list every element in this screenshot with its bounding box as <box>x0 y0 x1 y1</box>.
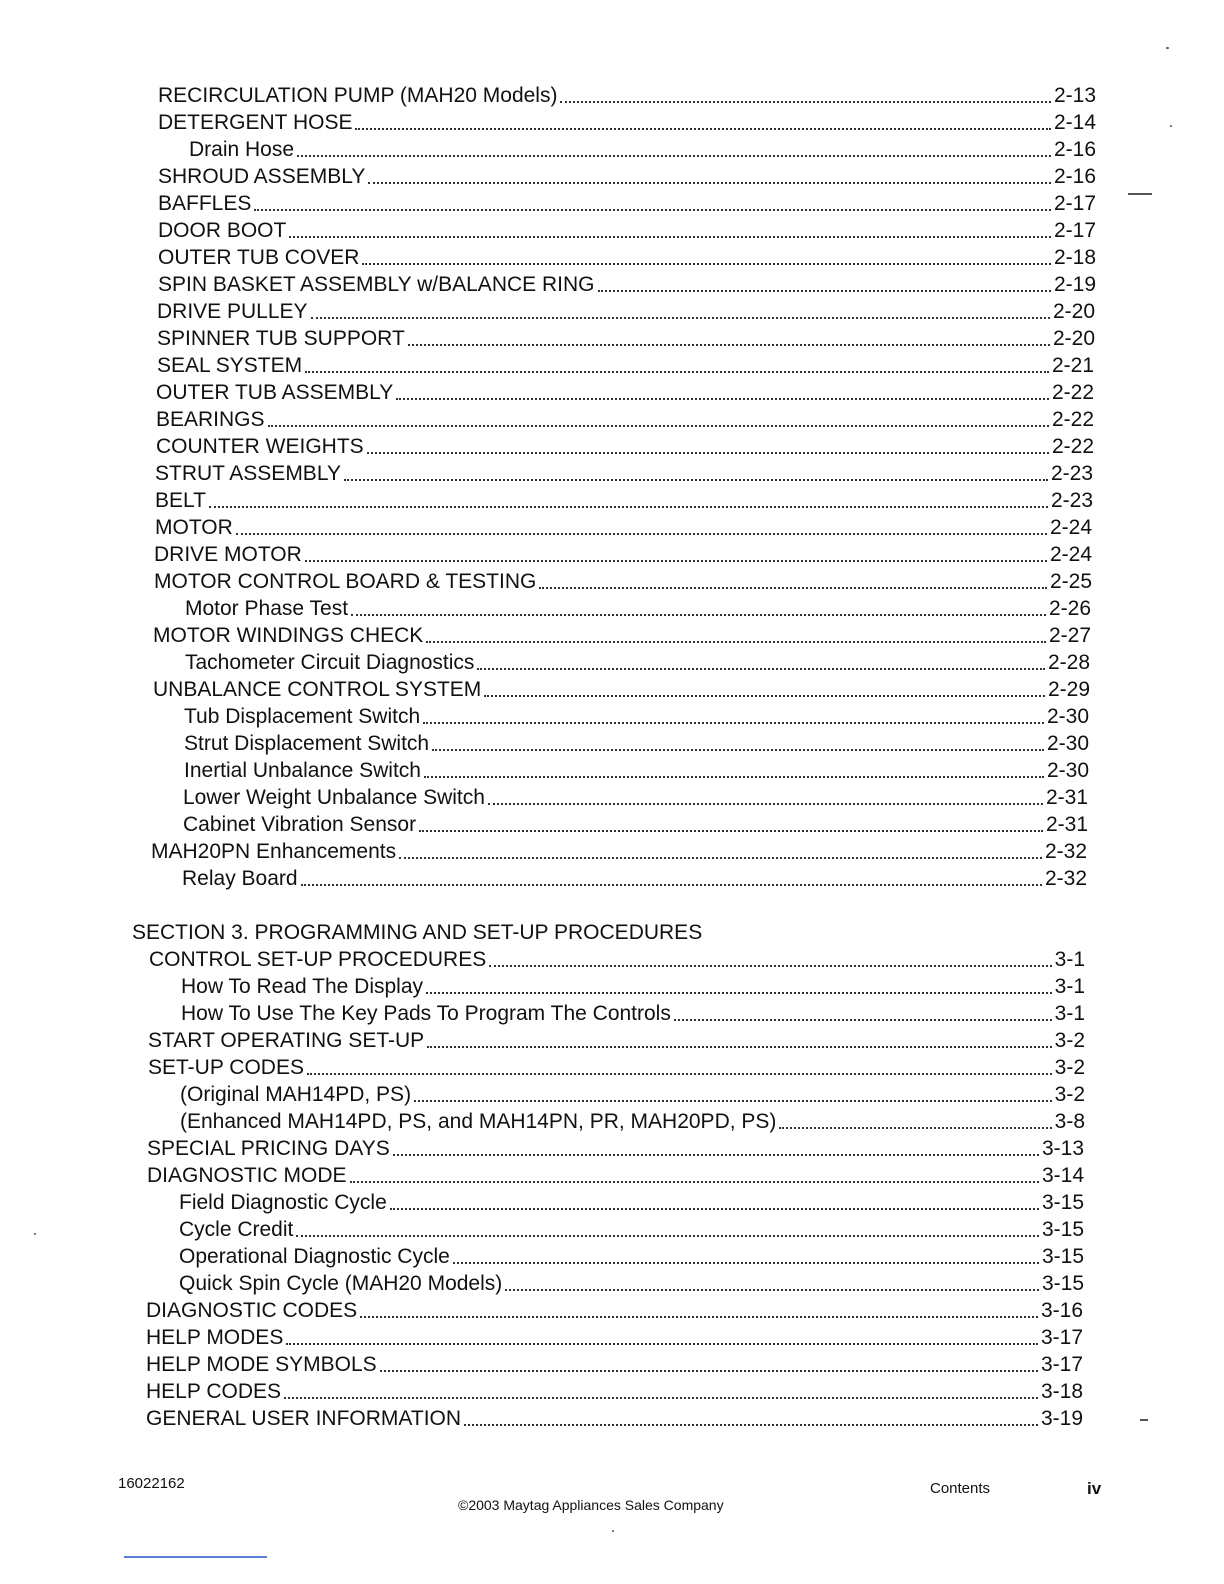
footer-section-label: Contents <box>930 1480 991 1497</box>
toc-entry-page: 2-24 <box>1049 516 1092 539</box>
toc-entry-label: MAH20PN Enhancements <box>151 840 397 863</box>
section-heading: SECTION 3. PROGRAMMING AND SET-UP PROCEDURES <box>132 921 703 944</box>
toc-entry-page: 2-21 <box>1051 354 1094 377</box>
dot-leader <box>307 1072 1052 1075</box>
dot-leader <box>489 964 1051 967</box>
toc-entry-label: Strut Displacement Switch <box>184 732 430 755</box>
toc-entry-page: 3-19 <box>1040 1407 1083 1430</box>
dot-leader <box>393 1153 1039 1156</box>
toc-entry <box>156 433 1094 460</box>
toc-entry-page: 2-23 <box>1050 489 1093 512</box>
dot-leader <box>426 991 1052 994</box>
toc-entry <box>146 1324 1083 1351</box>
toc-entry <box>156 406 1094 433</box>
toc-entry <box>182 865 1087 892</box>
toc-entry-label: SPINNER TUB SUPPORT <box>157 327 405 350</box>
toc-entry-label: Field Diagnostic Cycle <box>179 1191 387 1214</box>
toc-entry-label: Operational Diagnostic Cycle <box>179 1245 450 1268</box>
toc-entry <box>179 1243 1084 1270</box>
toc-entry-label: Drain Hose <box>189 138 295 161</box>
toc-entry <box>180 1108 1085 1135</box>
dot-leader <box>423 721 1044 724</box>
toc-entry-label: Tub Displacement Switch <box>184 705 421 728</box>
toc-entry-label: BELT <box>155 489 206 512</box>
toc-entry-label: HELP MODE SYMBOLS <box>146 1353 377 1376</box>
toc-entry <box>158 109 1096 136</box>
toc-entry-page: 2-22 <box>1051 435 1094 458</box>
toc-entry <box>148 1027 1085 1054</box>
toc-entry <box>189 136 1096 163</box>
dot-leader <box>396 397 1049 400</box>
toc-entry <box>179 1189 1084 1216</box>
toc-entry-page: 2-30 <box>1046 732 1089 755</box>
footer-page-number: iv <box>1087 1479 1102 1498</box>
document-number: 16022162 <box>118 1475 185 1492</box>
dot-leader <box>453 1261 1039 1264</box>
toc-entry <box>151 838 1087 865</box>
dot-leader <box>362 262 1051 265</box>
toc-entry-label: Cycle Credit <box>179 1218 294 1241</box>
toc-entry-label: DRIVE MOTOR <box>154 543 302 566</box>
toc-entry-page: 3-1 <box>1054 975 1085 998</box>
toc-entry-label: Tachometer Circuit Diagnostics <box>185 651 475 674</box>
dot-leader <box>350 1180 1039 1183</box>
scan-speck <box>1166 47 1169 49</box>
toc-entry-page: 2-16 <box>1053 165 1096 188</box>
toc-entry-page: 2-20 <box>1052 327 1095 350</box>
toc-entry-page: 2-20 <box>1052 300 1095 323</box>
toc-entry <box>185 649 1090 676</box>
toc-entry-page: 3-15 <box>1041 1245 1084 1268</box>
toc-entry-page: 2-23 <box>1050 462 1093 485</box>
toc-entry-page: 3-15 <box>1041 1272 1084 1295</box>
toc-entry <box>154 568 1092 595</box>
dot-leader <box>209 505 1048 508</box>
toc-entry-label: DRIVE PULLEY <box>157 300 308 323</box>
toc-entry-page: 3-17 <box>1040 1326 1083 1349</box>
toc-entry <box>147 1162 1084 1189</box>
toc-entry-page: 2-17 <box>1053 192 1096 215</box>
toc-entry-label: DIAGNOSTIC MODE <box>147 1164 347 1187</box>
toc-entry <box>158 82 1096 109</box>
toc-entry <box>158 190 1096 217</box>
dot-leader <box>560 100 1051 103</box>
dot-leader <box>236 532 1047 535</box>
toc-entry-label: UNBALANCE CONTROL SYSTEM <box>153 678 482 701</box>
scan-speck <box>1170 125 1172 127</box>
toc-entry-page: 2-17 <box>1053 219 1096 242</box>
toc-entry-page: 2-27 <box>1048 624 1091 647</box>
toc-entry-label: Inertial Unbalance Switch <box>184 759 421 782</box>
toc-entry-page: 2-32 <box>1044 840 1087 863</box>
dot-leader <box>427 1045 1051 1048</box>
copyright-notice: ©2003 Maytag Appliances Sales Company <box>458 1497 724 1513</box>
toc-entry-page: 2-28 <box>1047 651 1090 674</box>
toc-entry <box>158 244 1096 271</box>
toc-entry <box>156 379 1094 406</box>
toc-entry-label: SPECIAL PRICING DAYS <box>147 1137 390 1160</box>
toc-entry <box>158 163 1096 190</box>
toc-entry-page: 2-24 <box>1049 543 1092 566</box>
dot-leader <box>399 856 1042 859</box>
toc-entry-label: Relay Board <box>182 867 298 890</box>
toc-entry-label: GENERAL USER INFORMATION <box>146 1407 462 1430</box>
toc-entry-page: 2-31 <box>1045 786 1088 809</box>
toc-entry-page: 2-29 <box>1047 678 1090 701</box>
toc-entry <box>185 595 1091 622</box>
dot-leader <box>779 1126 1051 1129</box>
dot-leader <box>368 181 1051 184</box>
toc-entry <box>149 946 1085 973</box>
dot-leader <box>268 424 1049 427</box>
toc-entry <box>155 460 1093 487</box>
toc-entry <box>157 298 1095 325</box>
toc-entry <box>157 352 1094 379</box>
toc-entry <box>148 1054 1085 1081</box>
dot-leader <box>344 478 1048 481</box>
toc-entry-label: SET-UP CODES <box>148 1056 304 1079</box>
toc-entry <box>158 271 1096 298</box>
toc-entry-page: 3-8 <box>1054 1110 1085 1133</box>
toc-entry-page: 3-17 <box>1040 1353 1083 1376</box>
dot-leader <box>301 883 1042 886</box>
toc-entry-label: OUTER TUB ASSEMBLY <box>156 381 394 404</box>
toc-entry-label: (Original MAH14PD, PS) <box>180 1083 412 1106</box>
hyperlink-underline[interactable] <box>124 1556 267 1558</box>
toc-entry-label: (Enhanced MAH14PD, PS, and MAH14PN, PR, MAH20PD, PS) <box>180 1110 777 1133</box>
toc-entry <box>180 1081 1085 1108</box>
toc-entry-page: 2-14 <box>1053 111 1096 134</box>
toc-entry <box>183 784 1088 811</box>
toc-entry <box>147 1135 1084 1162</box>
toc-entry-label: SPIN BASKET ASSEMBLY w/BALANCE RING <box>158 273 595 296</box>
toc-entry <box>146 1297 1083 1324</box>
dot-leader <box>355 127 1050 130</box>
toc-entry-label: OUTER TUB COVER <box>158 246 360 269</box>
dot-leader <box>414 1099 1052 1102</box>
toc-entry <box>146 1405 1083 1432</box>
toc-entry-page: 3-1 <box>1054 1002 1085 1025</box>
toc-entry-page: 2-18 <box>1053 246 1096 269</box>
toc-entry-label: How To Use The Key Pads To Program The Controls <box>181 1002 671 1025</box>
toc-entry-label: COUNTER WEIGHTS <box>156 435 364 458</box>
dot-leader <box>311 316 1050 319</box>
dot-leader <box>284 1396 1038 1399</box>
toc-entry-page: 2-16 <box>1053 138 1096 161</box>
toc-entry <box>184 757 1089 784</box>
toc-entry-page: 3-16 <box>1040 1299 1083 1322</box>
dot-leader <box>351 613 1046 616</box>
scan-speck <box>34 1233 36 1235</box>
toc-entry <box>179 1270 1084 1297</box>
toc-entry-label: STRUT ASSEMBLY <box>155 462 341 485</box>
dot-leader <box>539 586 1047 589</box>
toc-entry <box>179 1216 1084 1243</box>
dot-leader <box>484 694 1045 697</box>
toc-entry <box>183 811 1088 838</box>
toc-entry-page: 2-13 <box>1053 84 1096 107</box>
toc-entry-label: SHROUD ASSEMBLY <box>158 165 366 188</box>
dot-leader <box>286 1342 1038 1345</box>
toc-entry-label: RECIRCULATION PUMP (MAH20 Models) <box>158 84 558 107</box>
toc-entry-page: 3-15 <box>1041 1218 1084 1241</box>
toc-entry-page: 2-22 <box>1051 381 1094 404</box>
toc-entry <box>154 541 1092 568</box>
toc-entry-label: MOTOR CONTROL BOARD & TESTING <box>154 570 537 593</box>
dot-leader <box>297 154 1051 157</box>
toc-entry-page: 3-14 <box>1041 1164 1084 1187</box>
toc-entry <box>157 325 1095 352</box>
toc-entry <box>181 1000 1085 1027</box>
toc-entry <box>155 487 1093 514</box>
scan-mark <box>1140 1419 1148 1421</box>
scan-speck <box>612 1530 614 1532</box>
toc-entry <box>146 1351 1083 1378</box>
toc-entry <box>158 217 1096 244</box>
toc-entry-label: MOTOR WINDINGS CHECK <box>153 624 424 647</box>
toc-entry-label: DETERGENT HOSE <box>158 111 353 134</box>
dot-leader <box>488 802 1043 805</box>
dot-leader <box>408 343 1050 346</box>
toc-entry-page: 2-30 <box>1046 705 1089 728</box>
dot-leader <box>360 1315 1038 1318</box>
dot-leader <box>674 1018 1052 1021</box>
toc-entry-label: HELP MODES <box>146 1326 284 1349</box>
toc-entry-page: 2-22 <box>1051 408 1094 431</box>
toc-entry-page: 2-30 <box>1046 759 1089 782</box>
toc-entry <box>153 622 1091 649</box>
toc-entry-label: DOOR BOOT <box>158 219 287 242</box>
toc-entry-page: 3-18 <box>1040 1380 1083 1403</box>
toc-entry-label: START OPERATING SET-UP <box>148 1029 425 1052</box>
toc-entry-label: Cabinet Vibration Sensor <box>183 813 417 836</box>
dot-leader <box>367 451 1049 454</box>
scan-mark <box>1128 193 1152 195</box>
toc-entry-page: 3-2 <box>1054 1029 1085 1052</box>
dot-leader <box>305 559 1047 562</box>
toc-entry-label: Lower Weight Unbalance Switch <box>183 786 485 809</box>
dot-leader <box>390 1207 1039 1210</box>
toc-entry-page: 3-13 <box>1041 1137 1084 1160</box>
toc-entry-label: BAFFLES <box>158 192 252 215</box>
toc-entry-page: 2-32 <box>1044 867 1087 890</box>
toc-entry-page: 3-2 <box>1054 1056 1085 1079</box>
toc-entry-label: CONTROL SET-UP PROCEDURES <box>149 948 487 971</box>
toc-entry-label: MOTOR <box>155 516 233 539</box>
toc-entry-label: How To Read The Display <box>181 975 424 998</box>
dot-leader <box>296 1234 1039 1237</box>
toc-entry <box>184 703 1089 730</box>
toc-entry-label: BEARINGS <box>156 408 265 431</box>
toc-entry <box>153 676 1090 703</box>
toc-entry <box>155 514 1092 541</box>
dot-leader <box>464 1423 1038 1426</box>
dot-leader <box>289 235 1051 238</box>
dot-leader <box>432 748 1044 751</box>
toc-entry-label: Motor Phase Test <box>185 597 349 620</box>
toc-entry-page: 3-1 <box>1054 948 1085 971</box>
dot-leader <box>477 667 1045 670</box>
dot-leader <box>380 1369 1038 1372</box>
dot-leader <box>305 370 1049 373</box>
toc-entry <box>146 1378 1083 1405</box>
toc-entry-page: 3-2 <box>1054 1083 1085 1106</box>
toc-entry-label: DIAGNOSTIC CODES <box>146 1299 358 1322</box>
toc-entry-label: Quick Spin Cycle (MAH20 Models) <box>179 1272 503 1295</box>
toc-entry-label: SEAL SYSTEM <box>157 354 303 377</box>
toc-entry-page: 2-25 <box>1049 570 1092 593</box>
toc-entry <box>181 973 1085 1000</box>
toc-entry-label: HELP CODES <box>146 1380 281 1403</box>
dot-leader <box>424 775 1044 778</box>
dot-leader <box>598 289 1051 292</box>
dot-leader <box>426 640 1046 643</box>
toc-entry-page: 3-15 <box>1041 1191 1084 1214</box>
dot-leader <box>254 208 1051 211</box>
dot-leader <box>505 1288 1039 1291</box>
toc-entry-page: 2-19 <box>1053 273 1096 296</box>
toc-entry-page: 2-26 <box>1048 597 1091 620</box>
toc-entry <box>184 730 1089 757</box>
toc-entry-page: 2-31 <box>1045 813 1088 836</box>
dot-leader <box>419 829 1043 832</box>
